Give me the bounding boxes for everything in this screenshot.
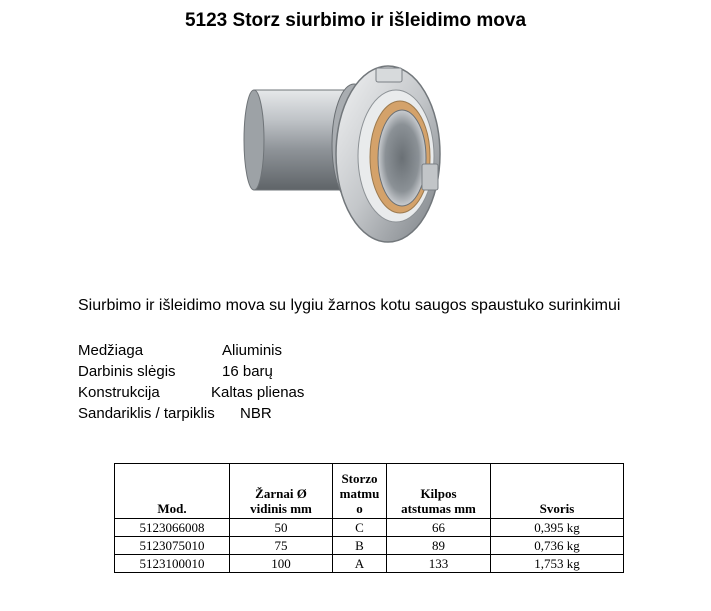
cell-weight: 1,753 kg: [491, 555, 624, 573]
header-storz-line2: matmu: [339, 486, 380, 501]
table-row: [115, 537, 624, 555]
coupling-product-image: [236, 62, 446, 252]
header-weight: Svoris: [491, 464, 624, 519]
header-loop-line1: Kilpos: [420, 486, 457, 501]
cell-storz-size: B: [333, 537, 387, 555]
spec-value-material: Aliuminis: [222, 342, 283, 359]
header-storz-size: [333, 464, 387, 519]
header-mod: Mod.: [115, 464, 230, 519]
spec-label-seal: Sandariklis / tarpiklis: [78, 405, 215, 422]
spec-label-pressure: Darbinis slėgis: [78, 363, 176, 380]
model-table: [114, 463, 624, 573]
product-description: Siurbimo ir išleidimo mova su lygiu žarnos kotu saugos spaustuko surinkimui: [78, 297, 621, 314]
header-hose-line1: Žarnai Ø: [255, 486, 307, 501]
table-row: [115, 519, 624, 537]
header-storz-line3: o: [356, 501, 363, 516]
spec-label-construction: Konstrukcija: [78, 384, 160, 401]
cell-storz-size: C: [333, 519, 387, 537]
cell-model: 5123100010: [115, 555, 230, 573]
spec-label-material: Medžiaga: [78, 342, 144, 359]
cell-loop-distance: 66: [387, 519, 491, 537]
spec-value-construction: Kaltas plienas: [211, 384, 305, 401]
cell-model: 5123066008: [115, 519, 230, 537]
cell-hose-diameter: 50: [230, 519, 333, 537]
cell-model: 5123075010: [115, 537, 230, 555]
cell-hose-diameter: 100: [230, 555, 333, 573]
header-loop-line2: atstumas mm: [401, 501, 476, 516]
header-hose-line2: vidinis mm: [250, 501, 312, 516]
table-header-row: [115, 464, 624, 519]
cell-storz-size: A: [333, 555, 387, 573]
spec-value-seal: NBR: [240, 405, 272, 422]
cell-loop-distance: 133: [387, 555, 491, 573]
cell-hose-diameter: 75: [230, 537, 333, 555]
page-title: 5123 Storz siurbimo ir išleidimo mova: [184, 10, 527, 31]
cell-weight: 0,736 kg: [491, 537, 624, 555]
cell-loop-distance: 89: [387, 537, 491, 555]
header-storz-line1: Storzo: [341, 471, 378, 486]
header-loop-distance: [387, 464, 491, 519]
cell-weight: 0,395 kg: [491, 519, 624, 537]
spec-value-pressure: 16 barų: [222, 363, 273, 380]
table-row: [115, 555, 624, 573]
header-hose-diameter: [230, 464, 333, 519]
